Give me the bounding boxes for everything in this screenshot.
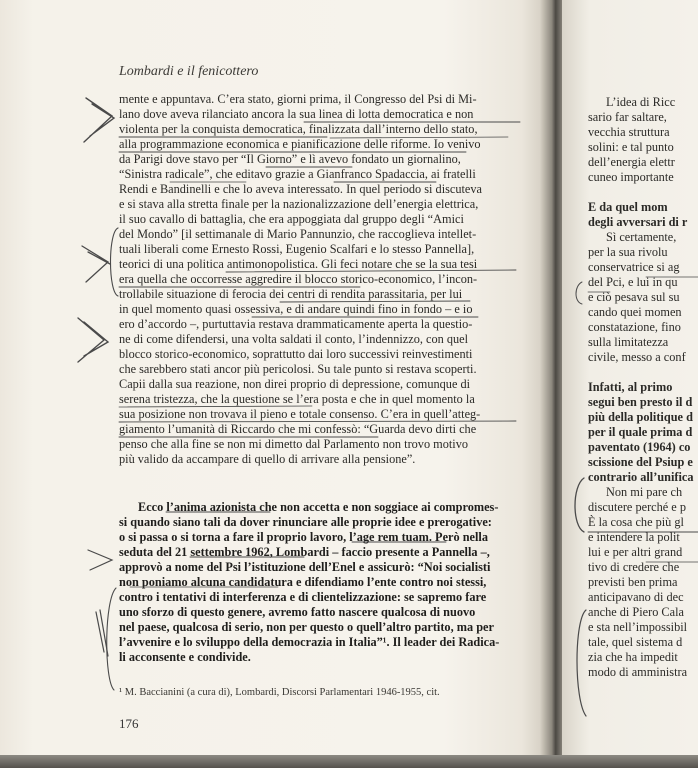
text-line: li acconsente e condivide.: [119, 650, 251, 664]
right-text-line: anticipavano di dec: [588, 590, 684, 604]
right-text-line: scissione del Psiup e: [588, 455, 693, 469]
right-text-line: Sì certamente,: [606, 230, 677, 244]
text-line: penso che alla fine se non mi dimetto dal Parlamento non trovo motivo: [119, 437, 469, 451]
right-text-line: sario far saltare,: [588, 110, 667, 124]
right-text-line: È la cosa che più gl: [588, 515, 684, 529]
footnote: ¹ M. Baccianini (a cura di), Lombardi, Discorsi Parlamentari 1946-1955, cit.: [119, 687, 440, 698]
right-text-line: degli avversari di r: [588, 215, 688, 229]
right-text-line: cando quei momen: [588, 305, 682, 319]
text-line: Rendi e Bandinelli e che lo aveva interessato. In quel periodo si discuteva: [119, 182, 482, 196]
text-line: serena tristezza, che la questione se l’era posta e che in quel momento la: [119, 392, 475, 406]
text-line: e si stava alla stretta finale per la nazionalizzazione dell’energia elettrica,: [119, 197, 479, 211]
right-text-line: per il quale prima d: [588, 425, 693, 439]
right-text-line: per la sua rivolu: [588, 245, 668, 259]
text-line: ne di come difendersi, una volta saldati il conto, l’indennizzo, con quel: [119, 332, 468, 346]
right-text-line: L’idea di Ricc: [606, 95, 676, 109]
right-text-line: vecchia struttura: [588, 125, 670, 139]
right-text-line: e intendere la polit: [588, 530, 680, 544]
right-text-line: e ciò pesava sul su: [588, 290, 680, 304]
text-line: il suo cavallo di battaglia, che era appoggiata dal gruppo degli “Amici: [119, 212, 464, 226]
text-line: seduta del 21 settembre 1962, Lombardi – faccio presente a Pannella –,: [119, 545, 490, 559]
right-text-line: contrario all’unifica: [588, 470, 694, 484]
text-line: “Sinistra radicale”, che editavo grazie a Gianfranco Spadaccia, ai fratelli: [119, 167, 476, 181]
right-text-line: cuneo importante: [588, 170, 674, 184]
right-text-line: modo di amministra: [588, 665, 688, 679]
text-line: Capii dalla sua reazione, non direi proprio di depressione, comunque di: [119, 377, 471, 391]
right-text-line: civile, messo a conf: [588, 350, 686, 364]
right-text-line: dell’energia elettr: [588, 155, 675, 169]
text-line: teorici di una politica antimonopolistica. Gli feci notare che se la sua tesi: [119, 257, 478, 271]
right-text-line: tale, quel sistema d: [588, 635, 683, 649]
right-text-line: più della politique d: [588, 410, 693, 424]
text-line: giamento l’umanità di Riccardo che mi confessò: “Guarda devo dirti che: [119, 422, 477, 436]
right-text-line: Infatti, al primo: [588, 380, 673, 394]
text-line: era quella che occorresse aggredire il blocco storico-economico, l’incon-: [119, 272, 478, 286]
text-line: alla programmazione economica e pianificazione delle riforme. Io venivo: [119, 137, 481, 151]
text-line: nel paese, qualcosa di serio, non per questo o quell’altro partito, ma per: [119, 620, 494, 634]
right-text-line: e sta nell’impossibil: [588, 620, 688, 634]
right-text-line: Non mi pare ch: [606, 485, 683, 499]
scan-bottom-edge: [0, 755, 698, 768]
text-line: del Mondo” [il settimanale di Mario Pannunzio, che raccoglieva intellet-: [119, 227, 477, 241]
right-text-line: lui e per altri grand: [588, 545, 683, 559]
text-line: uno sforzo di questo genere, avremo fatto nascere qualcosa di nuovo: [119, 605, 476, 619]
right-text-line: constatazione, fino: [588, 320, 681, 334]
text-line: l’avvenire e lo sviluppo della democrazia in Italia”¹. Il leader dei Radica-: [119, 635, 500, 649]
right-text-line: tivo di credere che: [588, 560, 680, 574]
right-text-line: E da quel mom: [588, 200, 668, 214]
right-text-line: sulla limitatezza: [588, 335, 669, 349]
text-line: sua posizione non trovava il pieno e totale consenso. C’era in quell’atteg-: [119, 407, 481, 421]
text-line: che sarebbero stati ancor più pericolosi. Su tale punto si restava scoperti.: [119, 362, 477, 376]
text-line: da Parigi dove stavo per “Il Giorno” e lì avevo fondato un giornalino,: [119, 152, 461, 166]
text-line: si quando siano tali da dover rinunciare alle proprie idee e prerogative:: [119, 515, 492, 529]
text-line: tuali liberali come Ernesto Rossi, Eugenio Scalfari e lo stesso Pannella],: [119, 242, 475, 256]
right-text-line: discutere perché e p: [588, 500, 686, 514]
text-line: più valido da accampare di quello di arrivare alla pensione”.: [119, 452, 416, 466]
page-number: 176: [119, 716, 139, 731]
text-line: contro i tentativi di interferenza e di clientelizzazione: se sapremo fare: [119, 590, 487, 604]
right-text-line: zia che ha impedit: [588, 650, 678, 664]
running-head: Lombardi e il fenicottero: [119, 64, 259, 79]
right-text-line: conservatrice si ag: [588, 260, 680, 274]
text-line: mente e appuntava. C’era stato, giorni prima, il Congresso del Psi di Mi-: [119, 92, 477, 106]
text-line: trollabile situazione di ferocia dei centri di rendita parassitaria, per lui: [119, 287, 463, 301]
text-line: approvò a nome del Psi l’istituzione dell’Enel e assicurò: “Noi socialisti: [119, 560, 491, 574]
right-text-line: anche di Piero Cala: [588, 605, 684, 619]
text-line: Ecco l’anima azionista che non accetta e non soggiace ai compromes-: [138, 500, 499, 514]
text-line: violenta per la conquista democratica, finalizzata dall’interno dello stato,: [119, 122, 478, 136]
text-line: blocco storico-economico, soprattutto dai loro successivi reinvestimenti: [119, 347, 473, 361]
right-text-line: solini: e tal punto: [588, 140, 674, 154]
right-text-line: previsti ben prima: [588, 575, 678, 589]
right-text-line: paventato (1964) co: [588, 440, 691, 454]
text-line: o si passa o si torna a fare il proprio lavoro, l’age rem tuam. Però nella: [119, 530, 488, 544]
text-line: ero d’accordo –, purtuttavia restava drammaticamente aperta la questio-: [119, 317, 473, 331]
right-text-line: segui ben presto il d: [588, 395, 693, 409]
right-text-line: del Pci, e lui in qu: [588, 275, 678, 289]
text-line: lano dove aveva rilanciato ancora la sua linea di lotta democratica e non: [119, 107, 474, 121]
text-line: in quel momento quasi ossessiva, e di andare quindi fino in fondo – e io: [119, 302, 473, 316]
text-line: non poniamo alcuna candidatura e difendiamo l’ente contro noi stessi,: [119, 575, 487, 589]
